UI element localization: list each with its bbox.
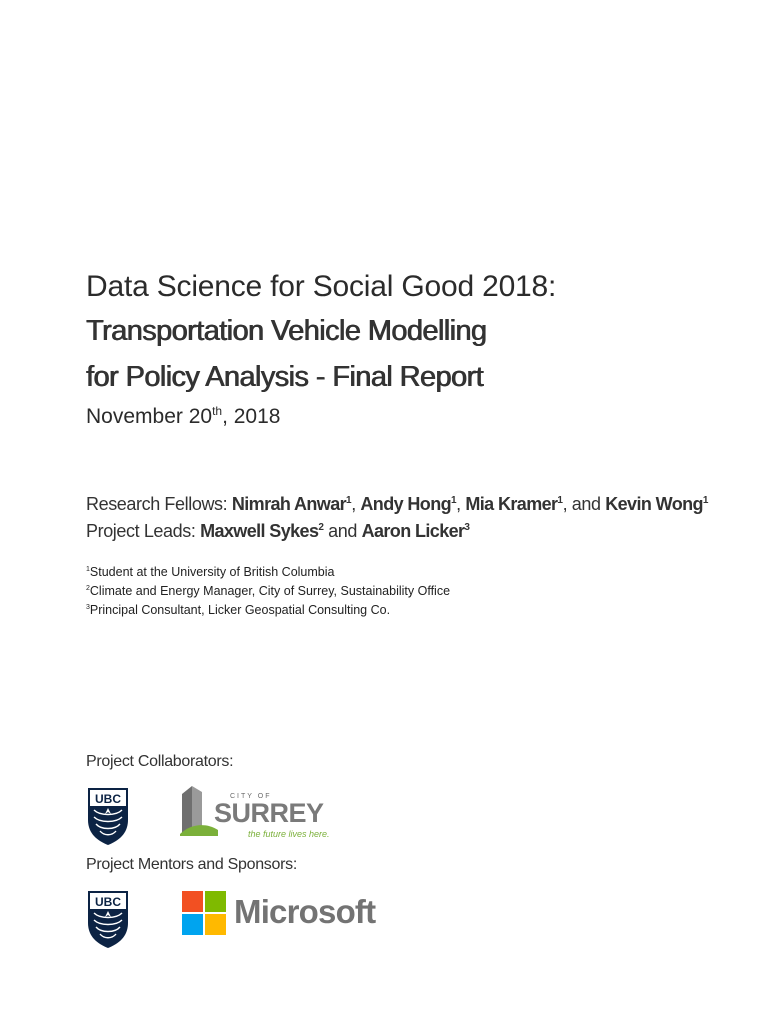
city-of-surrey-logo: CITY OF SURREY the future lives here. <box>180 784 340 846</box>
fellow-name: Andy Hong <box>360 494 451 514</box>
fellow-name: Mia Kramer <box>465 494 558 514</box>
fellow-name: Kevin Wong <box>605 494 703 514</box>
ubc-logo <box>86 889 130 949</box>
collaborators-heading: Project Collaborators: <box>86 753 234 770</box>
lead-name: Aaron Licker <box>361 521 465 541</box>
microsoft-squares-icon <box>182 891 226 935</box>
footnote-1: $^1$Student at the University of British Columbia <box>86 565 335 579</box>
microsoft-logo <box>182 891 382 937</box>
project-leads-label: Project Leads: <box>86 521 201 541</box>
research-fellows-label: Research Fellows: <box>86 494 232 514</box>
report-title-line2: Transportation Vehicle Modelling <box>86 315 487 347</box>
fellow-name: Nimrah Anwar <box>231 494 347 514</box>
ubc-logo <box>86 786 130 846</box>
surrey-wordmark: SURREY <box>214 798 324 828</box>
report-title-line3: for Policy Analysis - Final Report <box>86 361 484 393</box>
footnote-3: $^3$Principal Consultant, Licker Geospatial Consulting Co. <box>86 603 391 617</box>
ubc-logo-text: UBC <box>95 895 121 909</box>
ubc-logo-text: UBC <box>95 792 121 806</box>
report-date: November 20th, 2018 <box>86 404 281 428</box>
footnote-2: $^2$Climate and Energy Manager, City of Surrey, Sustainability Office <box>86 584 451 598</box>
microsoft-wordmark: Microsoft <box>234 893 376 930</box>
mentors-heading: Project Mentors and Sponsors: <box>86 856 297 873</box>
report-title-line1: Data Science for Social Good 2018: <box>86 270 557 303</box>
surrey-tagline: the future lives here. <box>248 829 330 839</box>
project-leads: Project Leads: Maxwell Sykes$^2$ and Aaron Licker$^3$ <box>86 521 470 541</box>
research-fellows: Research Fellows: Nimrah Anwar$^1$, Andy Hong$^1$, Mia Kramer$^1$, and Kevin Wong$^1$ <box>86 494 709 514</box>
lead-name: Maxwell Sykes <box>200 521 319 541</box>
